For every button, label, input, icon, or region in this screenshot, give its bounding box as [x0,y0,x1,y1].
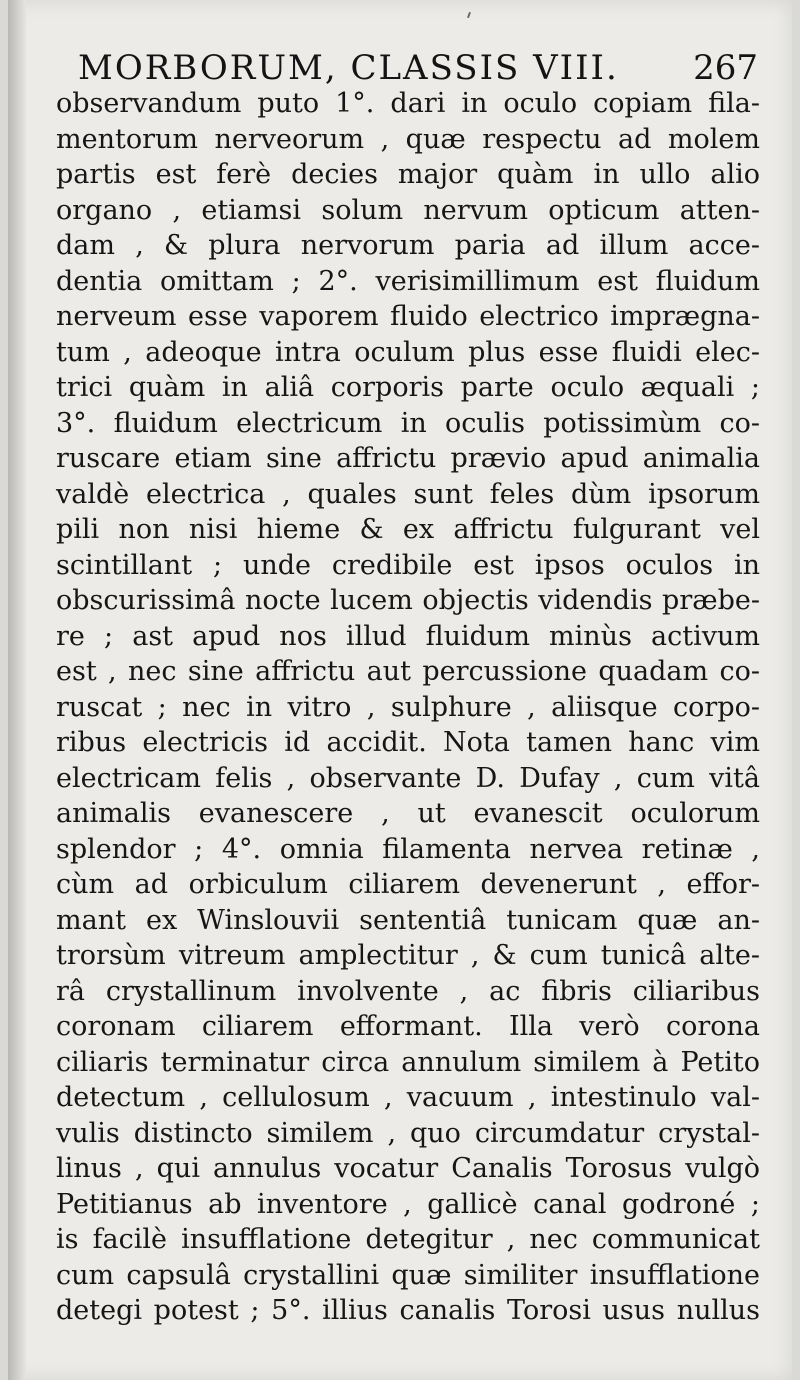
text-line: detectum , cellulosum , vacuum , intestinulo val- [56,1082,760,1113]
page-number: 267 [693,48,758,88]
text-line: animalis evanescere , ut evanescit oculorum [56,798,760,829]
text-line: trorsùm vitreum amplectitur , & cum tunicâ alte- [56,940,760,971]
text-line: râ crystallinum involvente , ac fibris ciliaribus [56,975,760,1007]
text-line: cum capsulâ crystallini quæ similiter insufflatione [56,1259,760,1291]
text-line: splendor ; 4°. omnia filamenta nervea retinæ , [56,833,760,865]
text-line: valdè electrica , quales sunt feles dùm ipsorum [56,478,760,510]
text-line: ciliaris terminatur circa annulum similem à Petito [56,1046,760,1078]
text-line: linus , qui annulus vocatur Canalis Torosus vulgò [56,1153,760,1184]
text-line: vulis distincto similem , quo circumdatur crystal- [56,1117,760,1149]
text-line: ruscat ; nec in vitro , sulphure , aliisque corpo- [56,691,760,723]
text-line: detegi potest ; 5°. illius canalis Torosi usus nullus [56,1295,760,1326]
text-line: 3°. fluidum electricum in oculis potissimùm co- [56,407,760,439]
text-line: electricam felis , observante D. Dufay , cum vitâ [56,762,760,794]
text-line: Petitianus ab inventore , gallicè canal godroné ; [56,1188,760,1220]
text-line: nerveum esse vaporem fluido electrico imprægna- [56,301,760,332]
text-line: cùm ad orbiculum ciliarem devenerunt , effor- [56,869,760,900]
text-line: dentia omittam ; 2°. verisimillimum est fluidum [56,265,760,297]
text-line: observandum puto 1°. dari in oculo copiam fila- [56,88,760,119]
text-line: obscurissimâ nocte lucem objectis videndis præbe- [56,585,760,616]
ink-speck [467,12,471,18]
text-line: re ; ast apud nos illud fluidum minùs activum [56,620,760,652]
text-line: mentorum nerveorum , quæ respectu ad molem [56,123,760,155]
text-line: dam , & plura nervorum paria ad illum acce- [56,230,760,261]
text-line: ribus electricis id accidit. Nota tamen hanc vim [56,727,760,758]
text-line: est , nec sine affrictu aut percussione quadam co- [56,656,760,687]
text-line: scintillant ; unde credibile est ipsos oculos in [56,549,760,581]
body-text [56,86,760,1329]
text-line: organo , etiamsi solum nervum opticum atten- [56,194,760,226]
text-line: pili non nisi hieme & ex affrictu fulgurant vel [56,514,760,545]
text-line: tum , adeoque intra oculum plus esse fluidi elec- [56,336,760,368]
text-line: partis est ferè decies major quàm in ullo alio [56,159,760,190]
header-title: MORBORUM, CLASSIS VIII. [78,48,619,88]
book-page [8,0,792,1380]
text-line: mant ex Winslouvii sententiâ tunicam quæ an- [56,904,760,936]
text-line: coronam ciliarem efformant. Illa verò corona [56,1011,760,1042]
page-gutter-shadow [8,0,26,1380]
text-line: is facilè insufflatione detegitur , nec communicat [56,1224,760,1255]
text-line: trici quàm in aliâ corporis parte oculo æquali ; [56,372,760,403]
text-line: ruscare etiam sine affrictu prævio apud animalia [56,443,760,474]
